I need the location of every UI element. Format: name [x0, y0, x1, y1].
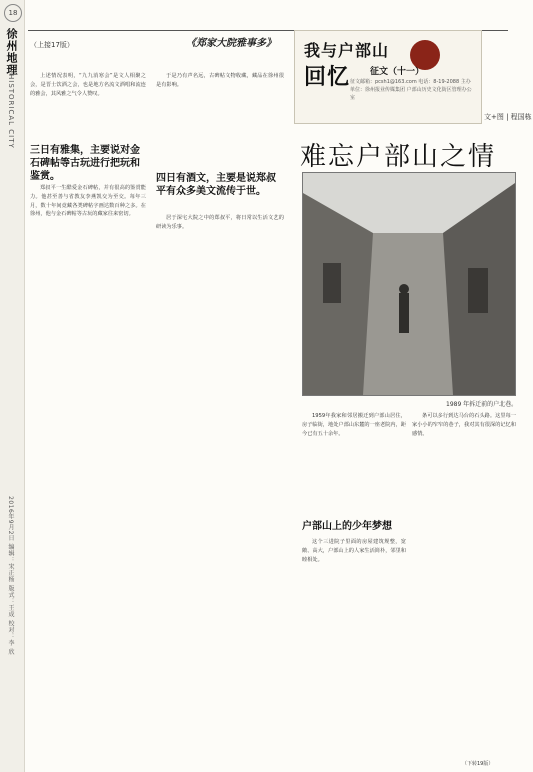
- subheading: 三日有雅集，主要说对金石碑帖等古玩进行把玩和鉴赏。: [30, 145, 140, 182]
- banner-subtitle: 回忆: [304, 64, 351, 90]
- banner-contact: 征文邮箱：pcsh1@163.com 电话：8-19-2088 主办单位：徐州报业传媒集团 户部山历史文化街区管理办公室: [350, 79, 472, 101]
- subheading: 户部山上的少年梦想: [302, 521, 392, 532]
- paragraph: 条可以多行到达马台的石头路。这里每一家小小的窄窄的巷子，我对其有很深的记忆和感情。: [412, 413, 516, 437]
- publication-info: 2016年9月2日 编辑：宋正杨 版式：王成 校对：李 欣: [7, 496, 14, 656]
- paragraph: 郑叔平一生酷爱金石碑帖，并有很高的鉴赏能力。他甚至善与省教友李燕凯交为至交。每年三月，数十年间竟藏各类碑帖字画达数百种之多。在徐州，他与金石碑帖等古玩的藏家往来密切。: [30, 185, 146, 218]
- text-column-2: [156, 72, 284, 90]
- text-column-3-cont: [302, 538, 406, 564]
- byline: 文+图 | 程国栋: [484, 113, 532, 121]
- text-column-4: [412, 412, 516, 438]
- text-column-2-cont: [156, 214, 284, 232]
- column-title: 《郑家大院雅事多》: [186, 38, 276, 49]
- paragraph: 这个三进院子里面的房屋建筑规整，宽敞、高大，户部山上的人家生活简朴，邻里和睦相处。: [302, 539, 406, 563]
- street-photo: [302, 172, 516, 396]
- section-title: 徐州地理: [5, 28, 18, 76]
- section-title-english: HISTORICAL CITY: [7, 74, 15, 149]
- banner-title: 我与户部山: [304, 41, 390, 60]
- text-column-1-cont: [30, 184, 146, 219]
- paragraph: 居于深宅大院之中的郑叔平，将日常以生活文艺的研读为乐事。: [156, 215, 284, 230]
- photo-caption: 1989 年拆迁前的户北巷。: [446, 401, 518, 408]
- article-headline: 难忘户部山之情: [300, 142, 497, 172]
- paragraph: 1959年我家和邻居搬迁到户部山居住，房子临街，地处户部山东麓的一座老院内，距今已有五十余年。: [302, 413, 406, 437]
- paragraph: 上述情况表明，“九九消寒会”是文人相聚之会，是晋士饮酒之会，也是地方名流文酒唱和流连的雅会，其风雅之气令人赞叹。: [30, 73, 146, 97]
- text-column-3: [302, 412, 406, 438]
- paragraph: 于是乃有声名远，古碑帖文物收藏，藏品在徐州很是有影响。: [156, 73, 284, 88]
- banner-call: 征文（十一）: [370, 67, 425, 77]
- continued-from: （上接17版）: [30, 41, 74, 49]
- text-column-1: [30, 72, 146, 98]
- subheading: 四日有酒文，主要是说郑叔平有众多美文流传于世。: [156, 173, 276, 197]
- continued-to: （下转19版）: [462, 761, 494, 767]
- page-number: 18: [4, 4, 22, 22]
- photo-illustration: [303, 173, 515, 395]
